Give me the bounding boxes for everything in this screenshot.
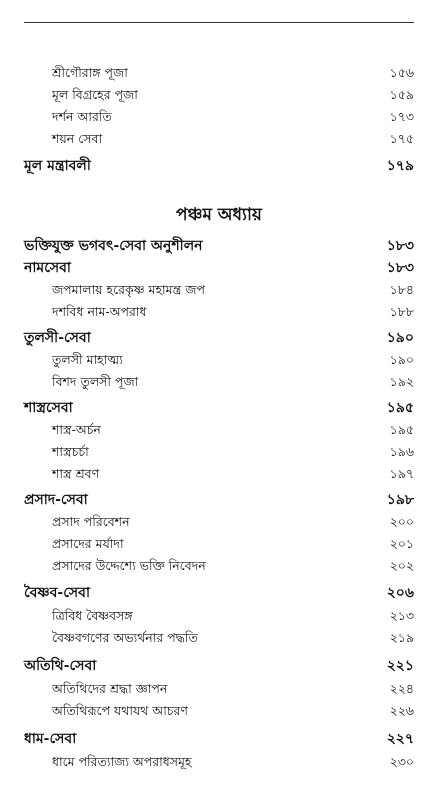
section-title: নামসেবা [24,260,71,276]
section-title: তুলসী-সেবা [24,330,91,346]
toc-entry[interactable] [52,752,414,772]
toc-chapter-main[interactable] [24,236,414,256]
entry-page: ১৯০ [389,352,414,367]
entry-page: ১৫৬ [389,65,414,80]
entry-title: বৈষ্ণবগণের অভ্যর্থনার পদ্ধতি [52,630,198,645]
toc-section[interactable] [24,398,414,418]
toc-entry[interactable] [52,701,414,721]
entry-page: ২১৯ [389,630,414,645]
entry-title: প্রসাদ পরিবেশন [52,514,130,529]
section-page: ১৯৮ [386,492,414,508]
entry-title: তুলসী মাহাত্ম্য [52,352,123,367]
toc-section[interactable] [24,490,414,510]
toc-entry[interactable] [52,512,414,532]
toc-section[interactable] [24,729,414,749]
entry-title: বিশদ তুলসী পূজা [52,374,139,389]
toc-entry[interactable] [52,679,414,699]
entry-title: দশবিধ নাম-অপরাধ [52,304,147,319]
toc-entry[interactable] [52,420,414,440]
chapter-main-page: ১৮৩ [386,238,414,254]
entry-page: ১৯২ [389,374,414,389]
toc-entry[interactable] [52,606,414,626]
toc-entry[interactable] [52,129,414,149]
entry-title: ধামে পরিত্যাজ্য অপরাধসমূহ [52,754,192,769]
entry-title: প্রসাদের মর্যাদা [52,536,124,551]
entry-title: প্রসাদের উদ্দেশ্যে ভক্তি নিবেদন [52,558,206,573]
chapter-title: পঞ্চম অধ্যায় [176,205,262,225]
entry-page: ২৩০ [389,754,414,769]
entry-title: শ্রীগৌরাঙ্গ পূজা [52,65,128,80]
toc-section[interactable] [24,583,414,603]
entry-page: ১৯৭ [389,466,414,481]
toc-section[interactable] [24,328,414,348]
entry-page: ১৮৪ [389,282,414,297]
top-divider [24,22,414,23]
section-title: শাস্ত্রসেবা [24,400,73,416]
entry-page: ১৫৯ [389,87,414,102]
toc-entry[interactable] [52,350,414,370]
entry-page: ১৭৩ [389,109,414,124]
entry-title: জপমালায় হরেকৃষ্ণ মহামন্ত্র জপ [52,282,205,297]
toc-entry[interactable] [52,534,414,554]
toc-entry[interactable] [52,372,414,392]
section-title: প্রসাদ-সেবা [24,492,88,508]
section-page: ২২১ [386,658,414,674]
section-page: ১৯০ [386,330,414,346]
section-title: অতিথি-সেবা [24,658,97,674]
toc-entry[interactable] [52,464,414,484]
entry-page: ১৯৫ [389,422,414,437]
entry-title: মূল বিগ্রহের পূজা [52,87,138,102]
entry-title: শাস্ত্র-অর্চন [52,422,101,437]
section-page: ২০৬ [386,585,414,601]
entry-page: ২০২ [389,558,414,573]
toc-entry[interactable] [52,85,414,105]
section-page: ১৯৫ [386,400,414,416]
toc-section[interactable] [24,258,414,278]
entry-page: ২২৪ [389,681,414,696]
section-page: ১৭৯ [386,158,414,174]
entry-page: ২১৩ [389,608,414,623]
entry-title: শাস্ত্র শ্রবণ [52,466,100,481]
toc-section[interactable] [24,656,414,676]
toc-entry[interactable] [52,628,414,648]
entry-title: ত্রিবিধ বৈষ্ণবসঙ্গ [52,608,133,623]
toc-entry[interactable] [52,107,414,127]
entry-title: শয়ন সেবা [52,131,103,146]
toc-entry[interactable] [52,556,414,576]
chapter-main-title: ভক্তিযুক্ত ভগবৎ-সেবা অনুশীলন [24,238,203,254]
section-title: ধাম-সেবা [24,731,77,747]
entry-page: ১৯৬ [389,444,414,459]
toc-entry[interactable] [52,442,414,462]
entry-page: ১৭৫ [389,131,414,146]
toc-section-mul-mantra[interactable] [24,156,414,176]
toc-entry[interactable] [52,63,414,83]
toc-entry[interactable] [52,280,414,300]
entry-title: দর্শন আরতি [52,109,112,124]
section-page: ২২৭ [386,731,414,747]
entry-page: ২০০ [389,514,414,529]
entry-title: শাস্ত্রচর্চা [52,444,89,459]
section-title: বৈষ্ণব-সেবা [24,585,90,601]
entry-title: অতিথিরূপে যথাযথ আচরণ [52,703,188,718]
section-page: ১৮৩ [386,260,414,276]
section-title: মূল মন্ত্রাবলী [24,158,91,174]
entry-title: অতিথিদের শ্রদ্ধা জ্ঞাপন [52,681,168,696]
entry-page: ২০১ [389,536,414,551]
entry-page: ১৮৮ [389,304,414,319]
entry-page: ২২৬ [389,703,414,718]
toc-entry[interactable] [52,302,414,322]
